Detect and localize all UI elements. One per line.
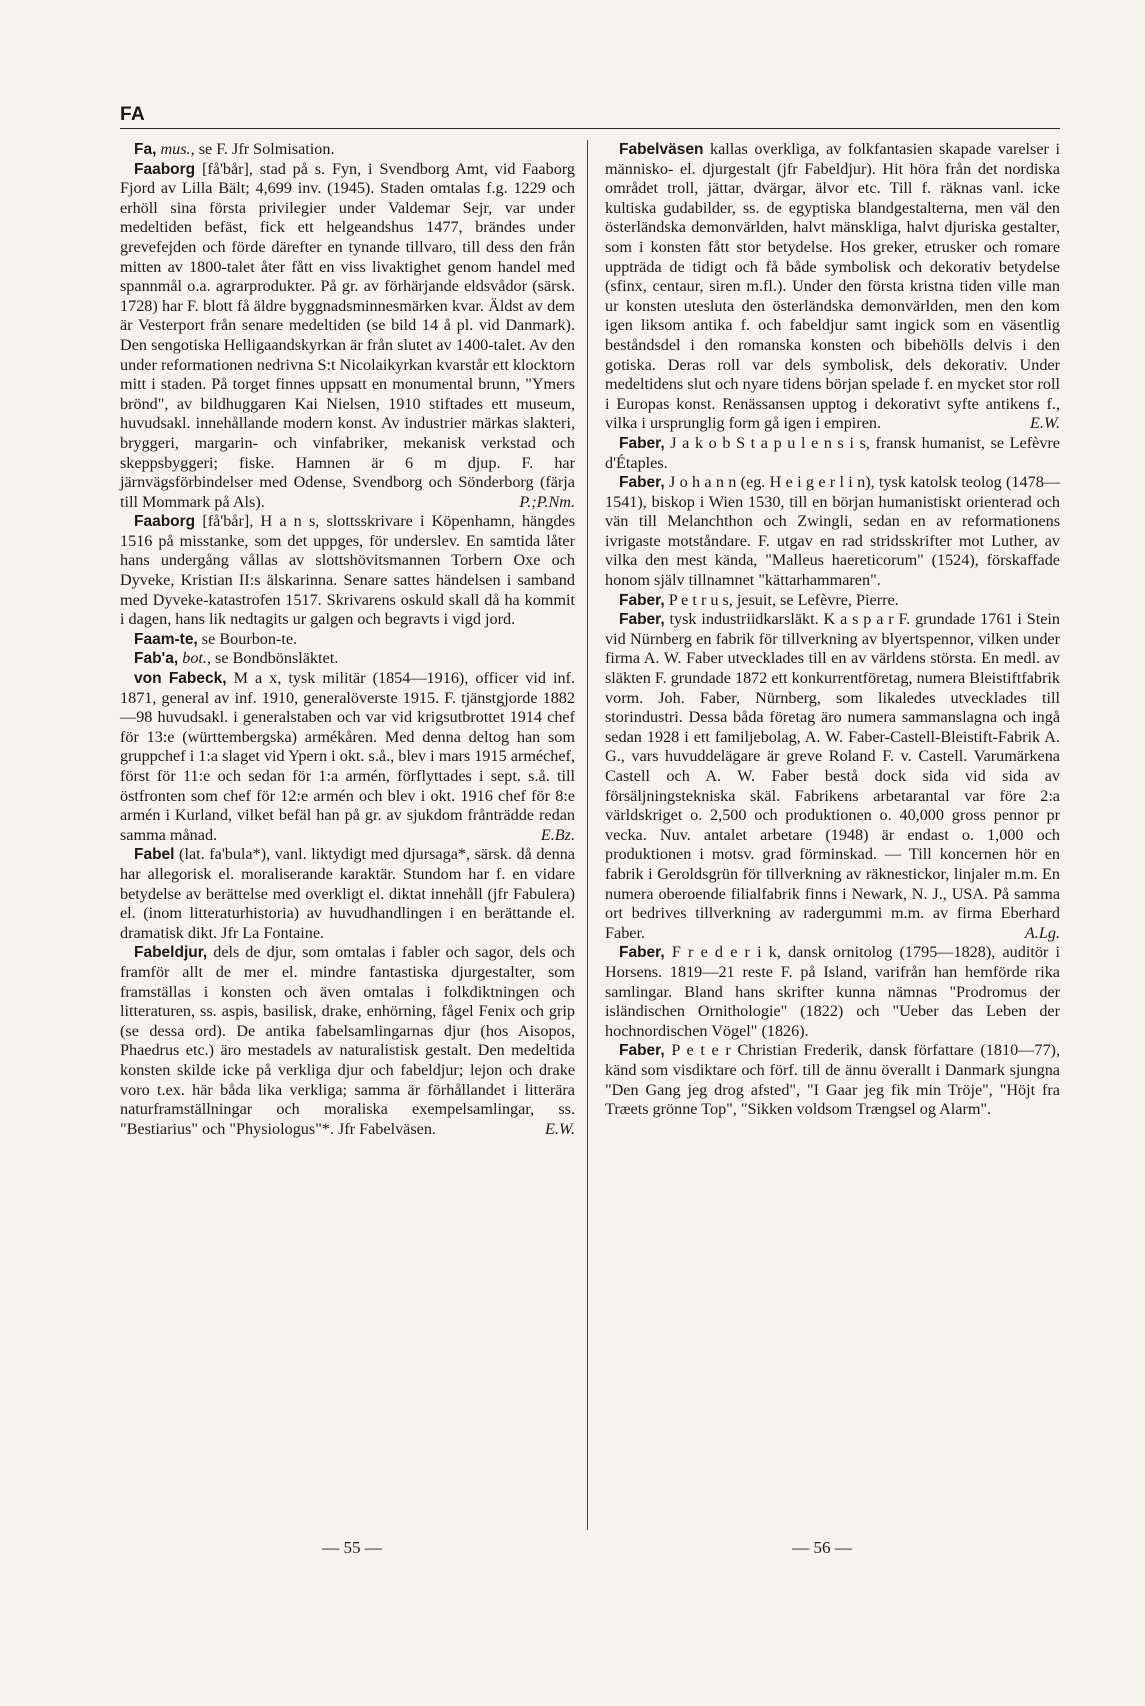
- dictionary-entry: [120, 669, 575, 845]
- dictionary-entry: [605, 140, 1060, 434]
- dictionary-entry: [605, 591, 1060, 611]
- entry-headword: von Fabeck,: [134, 670, 227, 688]
- entry-text: P e t r u s, jesuit, se Lefèvre, Pierre.: [664, 590, 899, 609]
- entry-headword: Faam-te,: [134, 630, 198, 648]
- entry-text: [få'bår], stad på s. Fyn, i Svendborg Amt, vid Faaborg Fjord av Lilla Bält; 4,699 inv. (1945). Staden omtalas f.g. 1229 och erhöll sina första privilegier under Valdemar Sejr, var under medeltiden befäst, fick ett helgeandshus 1477, brändes under grevefejden och förde därefter en tynande tillvaro, till dess den från mitten av 1800-talet åter fått en viss livaktighet genom handel med spannmål o.a. agrarprodukter. På gr. av förhärjande eldsvådor (särsk. 1728) har F. blott få äldre byggnadsminnesmärken kvar. Äldst av dem är Vesterport från senare medeltiden (se bild 14 å pl. vid Danmark). Den sengotiska Helligaandskyrkan är från slutet av 1400-talet. Av den under reformationen nedrivna S:t Nicolaikyrkan kvarstår ett klocktorn mitt i staden. På torget finnes uppsatt en monumental brunn, "Ymers brönd", av bildhuggaren Kai Nielsen, 1910 stiftades ett museum, huvudsakl. innehållande modern konst. Av industrier märkas slakteri, bryggeri, margarin- och vinfabriker, mekanisk verkstad och skeppsbyggeri; fiske. Hamnen är 6 m djup. F. har järnvägsförbindelser med Odense, Svendborg och Sönderborg (färja till Mommark på Als).: [120, 159, 575, 511]
- dictionary-entry: [120, 140, 575, 160]
- entry-signature: P.;P.Nm.: [519, 492, 575, 511]
- entry-text: se F. Jfr Solmisation.: [194, 140, 335, 158]
- entry-headword: Fabel: [134, 846, 175, 864]
- entry-headword: Faber,: [619, 944, 665, 962]
- dictionary-entry: [120, 630, 575, 650]
- entry-signature: A.Lg.: [1024, 923, 1060, 942]
- entry-headword: Faber,: [619, 591, 665, 609]
- page-number-right: — 56 —: [792, 1538, 852, 1557]
- entry-text: F r e d e r i k, dansk ornitolog (1795—1828), auditör i Horsens. 1819—21 reste F. på Island, varifrån han hemförde rika samlingar. Bland hans skrifter kunna nämnas "Prodromus der isländischen Ornithologie" (1822) och "Ueber das Leben der hochnordischen Vögel" (1826).: [605, 943, 1060, 1040]
- entry-headword: Faber,: [619, 1042, 665, 1060]
- dictionary-entry: [120, 649, 575, 669]
- entry-headword: Faaborg: [134, 160, 196, 178]
- entry-headword: Faber,: [619, 474, 665, 492]
- dictionary-entry: [120, 160, 575, 513]
- entry-signature: E.W.: [1030, 414, 1060, 433]
- entry-text: se Bondbönsläktet.: [211, 649, 339, 668]
- entry-text: dels de djur, som omtalas i fabler och sagor, dels och framför allt de mer el. mindre fantastiska djurgestalter, som framställas i konsten och även omtalas i folkdiktningen och litteraturen, ss. aspis, basilisk, drake, enhörning, fågel Fenix och grip (se dessa ord). De antika fabelsamlingarnas djur (hos Aisopos, Phaedrus etc.) äro mestadels av naturalistisk gestalt. Den medeltida konsten skilde icke på verkliga djur och fabeldjur; lejon och drake voro t.ex. här båda lika verkliga; samma är förhållandet i litterära naturframställningar och moraliska exempelsamlingar, ss. "Bestiarius" och "Physiologus"*. Jfr Fabelväsen.: [120, 943, 575, 1138]
- entry-text: M a x, tysk militär (1854—1916), officer vid inf. 1871, general av inf. 1910, generalöverste 1915. F. tjänstgjorde 1882—98 huvudsakl. i generalstaben och var vid krigsutbrottet 1914 chef för 13:e (württembergska) armékåren. Med denna deltog han som gruppchef i 1:a slaget vid Ypern i okt. s.å., blev i mars 1915 arméchef, först för 11:e och sedan för 1:a armén, förflyttades i sept. s.å. till östfronten som chef för 12:e armén och blev i okt. 1916 chef för 8:e armén i Kurland, vilket befäl han på gr. av sjukdom frånträdde redan samma månad.: [120, 669, 575, 844]
- dictionary-entry: [605, 434, 1060, 473]
- dictionary-entry: [120, 845, 575, 943]
- entry-subject: bot.,: [178, 649, 211, 668]
- entry-headword: Faber,: [619, 611, 665, 629]
- entry-text: [få'bår], H a n s, slottsskrivare i Köpenhamn, hängdes 1516 på misstanke, som det uppges, för underslev. En samtida låter hans undergång vållas av slottshövitsmannen Torbern Oxe och Dyveke, Kristian II:s älskarinna. Senare sattes händelsen i samband med Dyveke-katastrofen 1517. Skrivarens oskuld skall då ha kommit i dagen, hans lik nedtagits ur galgen och begravts i vigd jord.: [120, 512, 575, 629]
- entry-signature: E.W.: [545, 1119, 575, 1138]
- page-header: [120, 104, 1060, 129]
- dictionary-entry: [605, 1041, 1060, 1119]
- entry-headword: Fa,: [134, 141, 157, 158]
- entry-headword: Faber,: [619, 434, 665, 452]
- dictionary-entry: [120, 512, 575, 630]
- entry-signature: E.Bz.: [540, 825, 575, 844]
- running-head: FA: [120, 104, 146, 125]
- entry-subject: mus.,: [156, 140, 195, 158]
- dictionary-entry: [605, 943, 1060, 1041]
- dictionary-entry: [605, 610, 1060, 943]
- entry-text: se Bourbon-te.: [197, 629, 298, 648]
- entry-headword: Fabelväsen: [619, 141, 704, 158]
- page-number-left: — 55 —: [322, 1538, 382, 1557]
- entry-text: (lat. fa'bula*), vanl. liktydigt med djursaga*, särsk. då denna har allegorisk el. moraliserande karaktär. Stundom har f. en vidare betydelse av berättelse med overkligt el. diktat innehåll (jfr Fabulera) el. (inom litteraturhistoria) av huvudhandlingen i en berättande el. dramatisk dikt. Jfr La Fontaine.: [120, 845, 575, 942]
- column-divider: [587, 140, 588, 1530]
- entry-headword: Fabeldjur,: [134, 944, 208, 962]
- entry-text: kallas overkliga, av folkfantasien skapade varelser i människo- el. djurgestalt (jfr Fabeldjur). Hit höra från det nordiska området troll, jättar, dvärgar, älvor etc. Till f. räknas vanl. icke kultiska gudabilder, ss. de egyptiska blandgestalterna, men väl den österländska demonvärlden, halvt mänskliga, halvt djuriska gestalter, som i konsten fått stor betydelse. Hos greker, etrusker och romare uppträda de tidigt och få både symbolisk och dekorativ betydelse (sfinx, centaur, siren m.fl.). Under den första kristna tiden ville man ur konsten utesluta den österländska demonvärlden, men den kom igen liksom antika f. och fabeldjur samt ingick som en väsentlig beståndsdel i den romanska konsten och bibehölls delvis i den gotiska. Deras roll var dels symbolisk, dels dekorativ. Under medeltidens slut och nyare tidens början spelade f. en mycket stor roll i Europas konst. Renässansen upptog i dekorativt syfte antikens f., vilka i ursprunglig form gå igen i empiren.: [605, 140, 1060, 433]
- right-column: [605, 140, 1060, 1120]
- dictionary-entry: [120, 943, 575, 1139]
- entry-headword: Faaborg: [134, 513, 196, 531]
- entry-text: P e t e r Christian Frederik, dansk författare (1810—77), känd som visdiktare och förf. till de ännu överallt i Danmark sjungna "Den Gang jeg drog afsted", "I Gaar jeg fik min Tröje", "Höjt fra Træets grönne Top", "Sikken voldsom Trængsel og Alarm".: [605, 1041, 1060, 1119]
- entry-text: J a k o b S t a p u l e n s i s, fransk humanist, se Lefèvre d'Étaples.: [605, 433, 1060, 472]
- entry-text: tysk industriidkarsläkt. K a s p a r F. grundade 1761 i Stein vid Nürnberg en fabrik för tillverkning av blyertspennor, vilken under firma A. W. Faber utvecklades till en av världens största. En medl. av släkten F. grundade 1872 ett konkurrentföretag, numera Bleistiftfabrik vorm. Joh. Faber, Nürnberg, som likaledes utvecklades till storindustri. Dessa båda företag äro numera sammanslagna och ingå sedan 1928 i ett familjebolag, A. W. Faber-Castell-Bleistift-Fabrik A. G., vars huvuddelägare är greve Roland F. v. Castell. Varumärkena Castell och A. W. Faber bestå dock sida vid sida av försäljningstekniska skäl. Fabrikens arbetarantal var före 2:a världskriget o. 2,500 och produktionen o. 40,000 gross pennor pr vecka. Nuv. antalet arbetare (1948) är endast o. 1,000 och produktionen i motsv. grad förminskad. — Till koncernen hör en fabrik i Geroldsgrün för tillverkning av räknestickor, linjaler m.m. En numera oberoende filialfabrik finns i Newark, N. J., USA. På samma ort bedrives tillverkning av radergummi m.m. av firma Eberhard Faber.: [605, 610, 1060, 942]
- left-column: [120, 140, 575, 1139]
- entry-text: J o h a n n (eg. H e i g e r l i n), tysk katolsk teolog (1478—1541), biskop i Wien 1530, till en början humanistiskt orienterad och vän till Melanchthon och Zwingli, sedan en av reformationens ivrigaste motståndare. F. utgav en rad stridsskrifter mot Luther, av vilka den mest kända, "Malleus haereticorum" (1524), förskaffade honom själv tillnamnet "kättarhammaren".: [605, 473, 1060, 590]
- entry-headword: Fab'a,: [134, 650, 179, 668]
- dictionary-entry: [605, 473, 1060, 591]
